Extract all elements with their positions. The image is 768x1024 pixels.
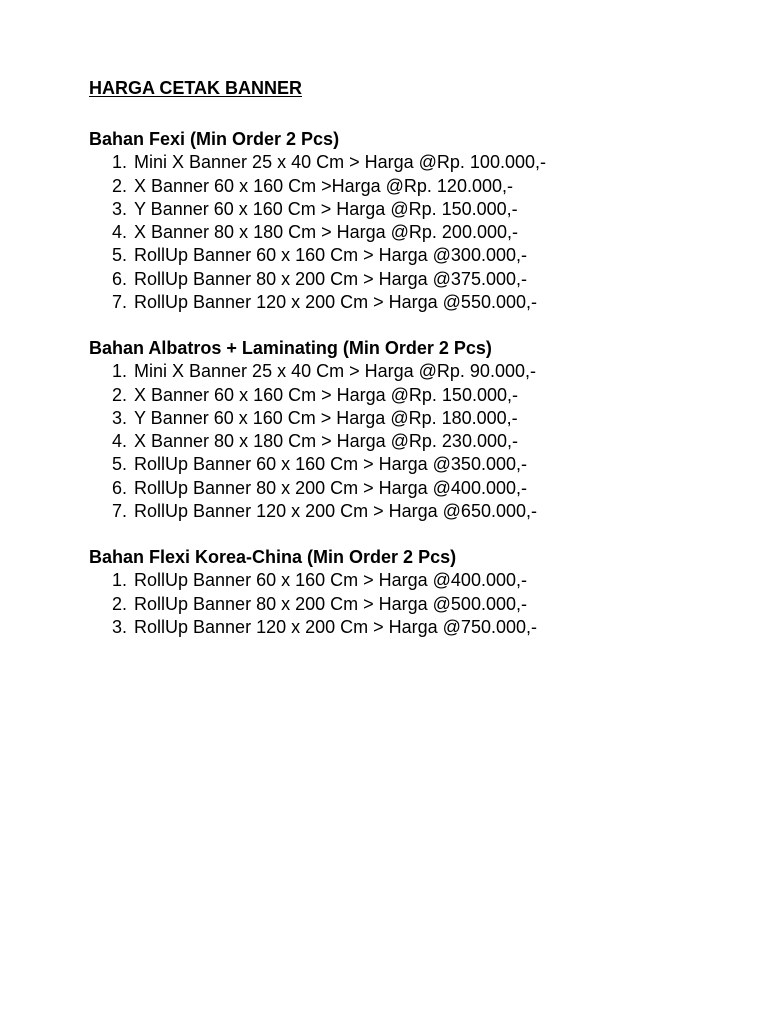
item-text: RollUp Banner 60 x 160 Cm > Harga @400.000,- bbox=[134, 570, 527, 591]
item-number: 3. bbox=[112, 616, 128, 637]
item-number: 5. bbox=[112, 454, 128, 475]
item-text: X Banner 60 x 160 Cm > Harga @Rp. 150.000,- bbox=[134, 384, 518, 405]
item-text: Mini X Banner 25 x 40 Cm > Harga @Rp. 90.000,- bbox=[134, 361, 536, 382]
item-number: 1. bbox=[112, 361, 128, 382]
item-number: 6. bbox=[112, 268, 128, 289]
list-item bbox=[89, 616, 537, 639]
item-number: 2. bbox=[112, 593, 128, 614]
item-text: X Banner 80 x 180 Cm > Harga @Rp. 230.000,- bbox=[134, 431, 518, 452]
item-number: 2. bbox=[112, 384, 128, 405]
price-list bbox=[89, 569, 537, 639]
price-section-fexi bbox=[89, 128, 546, 314]
item-text: RollUp Banner 80 x 200 Cm > Harga @400.000,- bbox=[134, 477, 527, 498]
item-text: RollUp Banner 120 x 200 Cm > Harga @650.000,- bbox=[134, 501, 537, 522]
item-text: RollUp Banner 60 x 160 Cm > Harga @300.000,- bbox=[134, 245, 527, 266]
section-heading: Bahan Fexi (Min Order 2 Pcs) bbox=[89, 129, 340, 149]
list-item bbox=[89, 291, 537, 314]
list-item bbox=[89, 268, 527, 291]
item-number: 3. bbox=[112, 407, 128, 428]
price-section-flexi-korea-china bbox=[89, 546, 537, 639]
item-number: 2. bbox=[112, 175, 128, 196]
price-list bbox=[89, 151, 546, 314]
section-heading: Bahan Albatros + Laminating (Min Order 2 Pcs) bbox=[89, 338, 492, 358]
list-item bbox=[89, 593, 527, 616]
list-item bbox=[89, 360, 536, 383]
section-heading: Bahan Flexi Korea-China (Min Order 2 Pcs) bbox=[89, 547, 457, 567]
list-item bbox=[89, 198, 518, 221]
item-number: 4. bbox=[112, 431, 128, 452]
item-text: Y Banner 60 x 160 Cm > Harga @Rp. 150.000,- bbox=[134, 198, 518, 219]
item-text: RollUp Banner 120 x 200 Cm > Harga @750.000,- bbox=[134, 616, 537, 637]
list-item bbox=[89, 175, 513, 198]
list-item bbox=[89, 407, 518, 430]
item-text: X Banner 60 x 160 Cm >Harga @Rp. 120.000,- bbox=[134, 175, 513, 196]
price-section-albatros bbox=[89, 337, 537, 523]
item-number: 1. bbox=[112, 570, 128, 591]
list-item bbox=[89, 384, 518, 407]
list-item bbox=[89, 477, 527, 500]
item-text: RollUp Banner 120 x 200 Cm > Harga @550.000,- bbox=[134, 292, 537, 313]
item-text: RollUp Banner 60 x 160 Cm > Harga @350.000,- bbox=[134, 454, 527, 475]
item-number: 5. bbox=[112, 245, 128, 266]
item-number: 4. bbox=[112, 222, 128, 243]
item-text: X Banner 80 x 180 Cm > Harga @Rp. 200.000,- bbox=[134, 222, 518, 243]
item-text: RollUp Banner 80 x 200 Cm > Harga @375.000,- bbox=[134, 268, 527, 289]
price-list bbox=[89, 360, 537, 523]
list-item bbox=[89, 221, 518, 244]
list-item bbox=[89, 500, 537, 523]
list-item bbox=[89, 244, 527, 267]
list-item bbox=[89, 569, 527, 592]
item-number: 7. bbox=[112, 501, 128, 522]
item-number: 7. bbox=[112, 292, 128, 313]
list-item bbox=[89, 151, 546, 174]
item-text: Y Banner 60 x 160 Cm > Harga @Rp. 180.000,- bbox=[134, 407, 518, 428]
item-text: Mini X Banner 25 x 40 Cm > Harga @Rp. 100.000,- bbox=[134, 152, 546, 173]
list-item bbox=[89, 430, 518, 453]
list-item bbox=[89, 453, 527, 476]
item-number: 1. bbox=[112, 152, 128, 173]
item-number: 3. bbox=[112, 198, 128, 219]
item-number: 6. bbox=[112, 477, 128, 498]
item-text: RollUp Banner 80 x 200 Cm > Harga @500.000,- bbox=[134, 593, 527, 614]
document-title: HARGA CETAK BANNER bbox=[89, 78, 302, 98]
